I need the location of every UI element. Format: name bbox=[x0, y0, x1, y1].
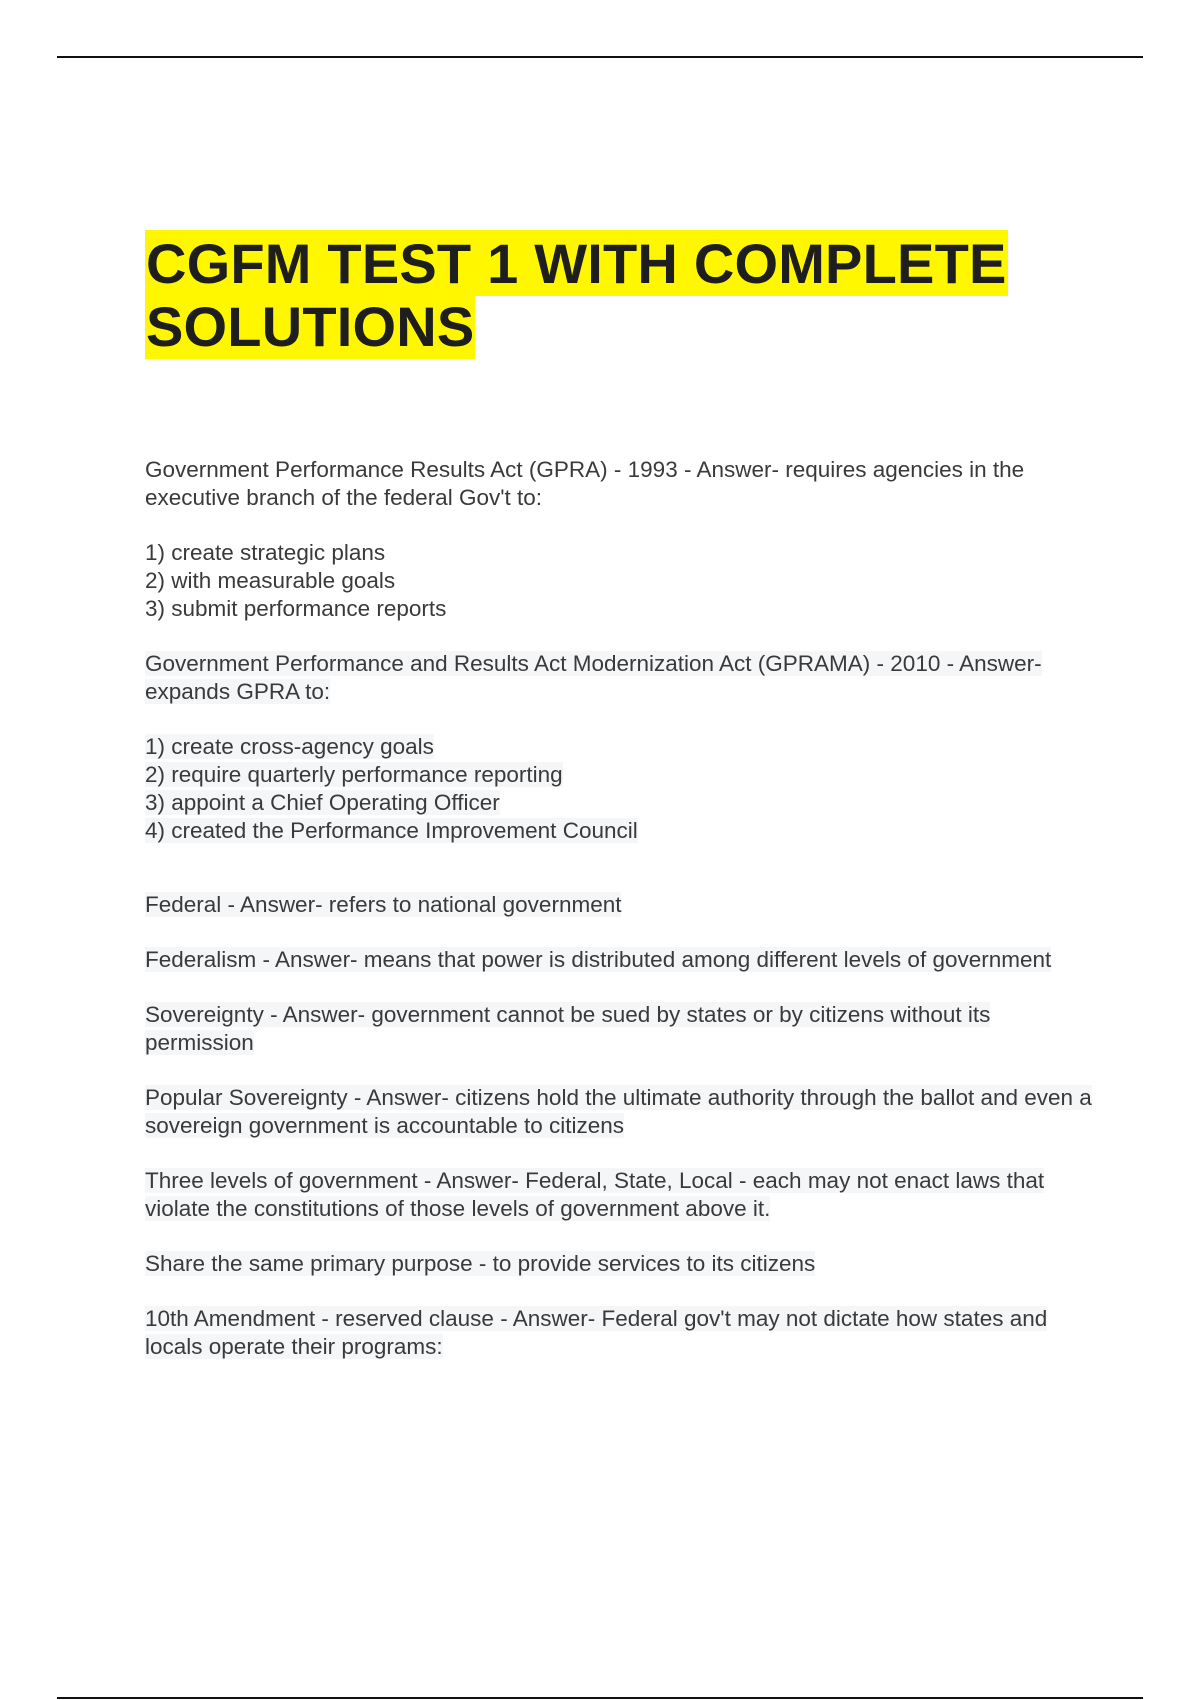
list-item: 2) require quarterly performance reporting bbox=[145, 762, 563, 787]
qa-text: Share the same primary purpose - to provide services to its citizens bbox=[145, 1251, 816, 1276]
qa-entry-federal bbox=[145, 891, 1095, 919]
gprama-expansion-list bbox=[145, 733, 1095, 845]
list-item: 3) appoint a Chief Operating Officer bbox=[145, 790, 500, 815]
qa-entry-popular-sovereignty bbox=[145, 1084, 1095, 1140]
qa-entry-three-levels bbox=[145, 1167, 1095, 1223]
qa-entry-10th-amendment bbox=[145, 1305, 1095, 1361]
qa-text: Federalism - Answer- means that power is distributed among different levels of government bbox=[145, 947, 1052, 972]
list-item: 1) create cross-agency goals bbox=[145, 734, 434, 759]
list-item: 4) created the Performance Improvement Council bbox=[145, 818, 638, 843]
top-rule bbox=[57, 56, 1143, 58]
qa-text: Sovereignty - Answer- government cannot be sued by states or by citizens without its permission bbox=[145, 1002, 991, 1055]
qa-text: Popular Sovereignty - Answer- citizens hold the ultimate authority through the ballot and even a sovereign government is accountable to citizens bbox=[145, 1085, 1092, 1138]
qa-entry-gprama bbox=[145, 650, 1095, 706]
qa-entry-federalism bbox=[145, 946, 1095, 974]
qa-text: 10th Amendment - reserved clause - Answer- Federal gov't may not dictate how states and locals operate their programs: bbox=[145, 1306, 1048, 1359]
gpra-requirements-list bbox=[145, 539, 1095, 623]
qa-text: Federal - Answer- refers to national government bbox=[145, 892, 622, 917]
title-highlight: CGFM TEST 1 WITH COMPLETE SOLUTIONS bbox=[146, 232, 1007, 358]
document-title bbox=[145, 232, 1065, 358]
qa-entry-sovereignty bbox=[145, 1001, 1095, 1057]
qa-entry-gpra bbox=[145, 456, 1095, 512]
qa-text: Government Performance and Results Act Modernization Act (GPRAMA) - 2010 - Answer- expands GPRA to: bbox=[145, 651, 1042, 704]
qa-entry-primary-purpose bbox=[145, 1250, 1095, 1278]
list-item: 1) create strategic plans bbox=[145, 540, 386, 565]
list-item: 2) with measurable goals bbox=[145, 568, 396, 593]
qa-text: Government Performance Results Act (GPRA) - 1993 - Answer- requires agencies in the executive branch of the federal Gov't to: bbox=[145, 457, 1025, 510]
bottom-rule bbox=[57, 1697, 1143, 1699]
document-body bbox=[145, 456, 1095, 1361]
qa-text: Three levels of government - Answer- Federal, State, Local - each may not enact laws that violate the constitutions of those levels of government above it. bbox=[145, 1168, 1045, 1221]
list-item: 3) submit performance reports bbox=[145, 596, 447, 621]
